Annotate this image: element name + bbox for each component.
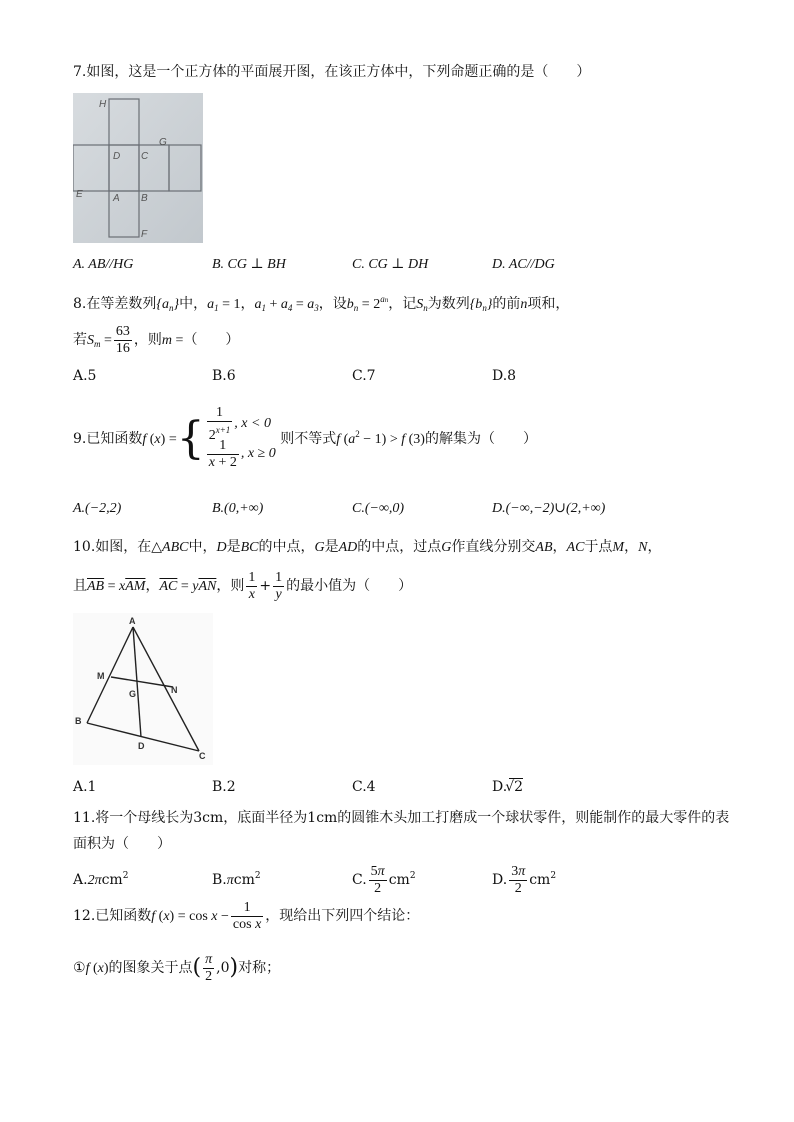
q8-option-d[interactable]: D.8	[492, 368, 517, 384]
q8-option-b[interactable]: B.6	[212, 368, 236, 384]
q7-option-c[interactable]: C. CG ⊥ DH	[352, 257, 429, 272]
q7-label-f: F	[141, 229, 148, 240]
q9-option-d[interactable]: D.(−∞,−2)∪(2,+∞)	[492, 501, 606, 516]
q11-line1: 11.将一个母线长为3cm，底面半径为1cm的圆锥木头加工打磨成一个球状零件，则能制作的最大零件的表	[73, 810, 730, 826]
q9-option-a[interactable]: A.(−2,2)	[73, 501, 122, 516]
q8-frac-num: 63	[115, 323, 130, 339]
q7-option-d[interactable]: D. AC//DG	[492, 257, 555, 272]
q7-label-g: G	[159, 137, 167, 148]
q7-label-c: C	[141, 151, 149, 162]
q7-option-b[interactable]: B. CG ⊥ BH	[212, 257, 286, 272]
q10-option-d[interactable]: D.√2	[492, 779, 524, 795]
q9-option-b[interactable]: B.(0,+∞)	[212, 501, 264, 516]
q8-option-c[interactable]: C.7	[352, 368, 376, 384]
q12-line: 12.已知函数f (x) = cos x − $\frac{1}{\text{cos x}}$ ，现给出下列四个结论：	[73, 899, 420, 932]
q10-option-c[interactable]: C.4	[352, 779, 376, 795]
q7-label-h: H	[99, 99, 107, 110]
q10-label-g: G	[129, 689, 137, 699]
q10-label-c: C	[199, 751, 206, 761]
q11-option-b[interactable]: B.πcm$^2$	[212, 871, 261, 888]
q10-label-m: M	[97, 671, 105, 681]
q10-option-a[interactable]: A.1	[73, 779, 97, 795]
q10-option-b[interactable]: B.2	[212, 779, 236, 795]
q11-line2: 面积为（ ）	[73, 836, 171, 852]
q12-item1: ①f (x)的图象关于点( $\frac{\pi}{2}$ ,0)对称；	[73, 951, 281, 984]
q10-label-d: D	[138, 741, 145, 751]
q7-stem: 7.如图，这是一个正方体的平面展开图，在该正方体中，下列命题正确的是（ ）	[73, 64, 591, 80]
q11-option-d[interactable]: D. $\frac{3\pi}{2}$ $cm^2$	[492, 863, 557, 896]
q8-line1: 8.在等差数列$\{a_n\}$中，$a_1 = 1$，$a_1 + a_4 = a_3$，设$b_n = 2^{an}$，记$S_n$为数列$\{b_n\}$的前n项和，	[73, 294, 570, 313]
q7-label-e: E	[76, 189, 83, 200]
q11-option-c[interactable]: C. $\frac{5\pi}{2}$ $cm^2$	[352, 863, 416, 896]
q7-label-b: B	[141, 193, 148, 204]
q7-option-a[interactable]: A. AB//HG	[73, 257, 134, 272]
q10-triangle-figure	[73, 613, 213, 765]
q10-line1: 10.如图，在△ABC中，D是BC的中点，G是AD的中点，过点G作直线分别交AB，AC于点M，N，	[73, 539, 662, 555]
q9-option-c[interactable]: C.(−∞,0)	[352, 501, 405, 516]
q10-line2: 且$\overline{AB} = x\overline{AM}$，$\overline{AC} = y\overline{AN}$，则 $\frac{1}{x}$ + $\frac{1}{y}$ 的最小值为（ ）	[73, 569, 413, 602]
q7-cube-net-figure	[73, 93, 203, 243]
q8-option-a[interactable]: A.5	[73, 368, 97, 384]
q9-line: 9.已知函数f (x) ={ $\frac{1}{2^{x+1}}$ , x < 0 $\frac{1}{x + 2}$ , x ≥ 0 则不等式f $(a^2 - 1) > f$ (3)的解集为（ ）	[73, 404, 537, 470]
q7-label-a: A	[113, 193, 120, 204]
q11-option-a[interactable]: A.2πcm$^2$	[73, 871, 129, 888]
q7-label-d: D	[113, 151, 121, 162]
q8-line2: 若$S_m$ = $\frac{63}{16}$ ，则m =（ ）	[73, 323, 240, 356]
q10-label-a: A	[129, 616, 136, 626]
q10-label-n: N	[171, 685, 178, 695]
q10-label-b: B	[75, 716, 82, 726]
q8-frac-den: 16	[115, 340, 130, 356]
